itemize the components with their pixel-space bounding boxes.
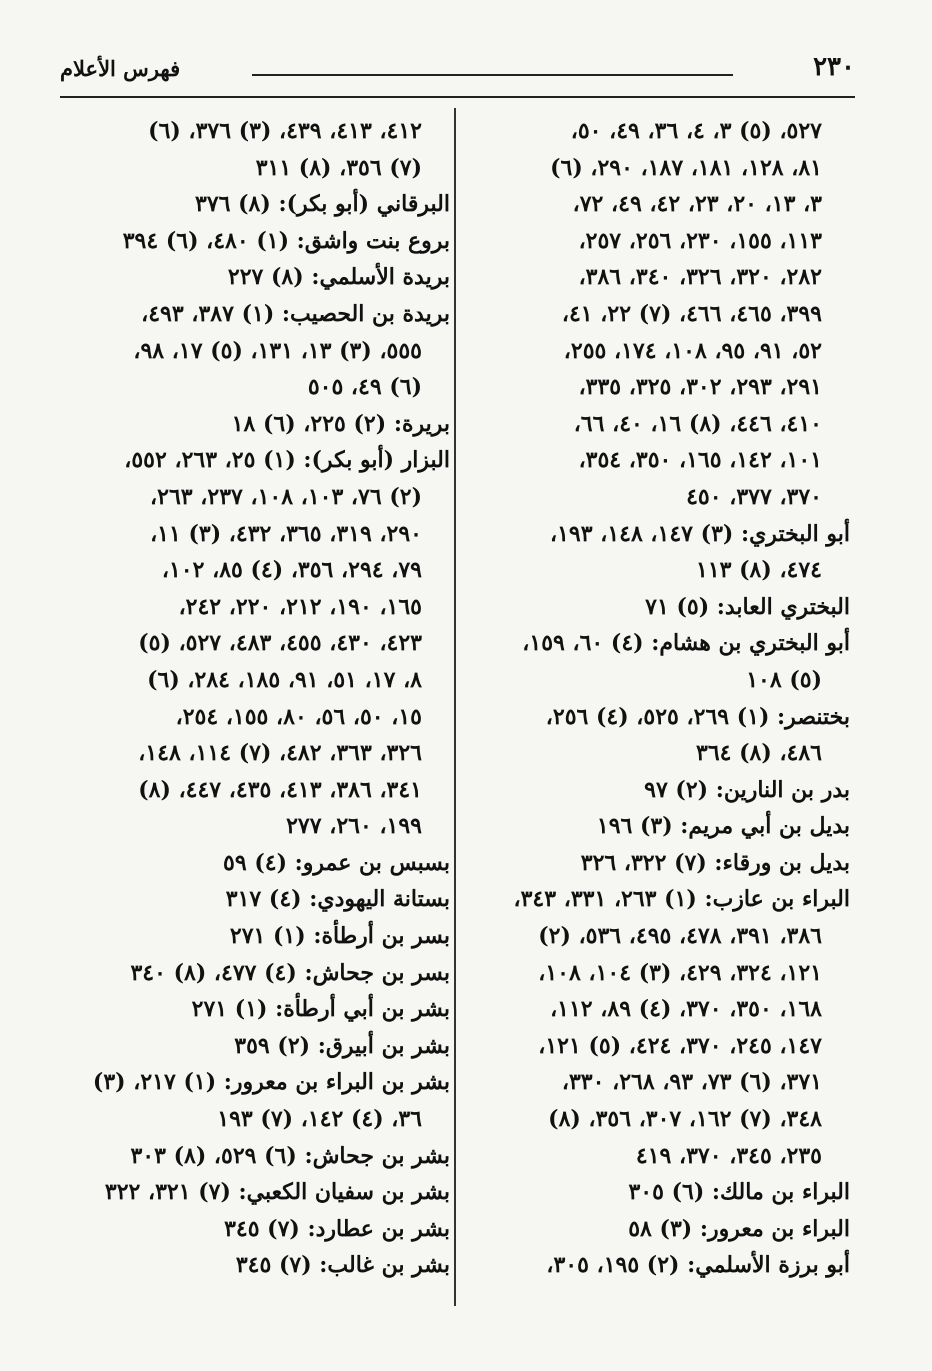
index-entry: بشر بن عطارد: (٧) ٣٤٥ <box>224 1215 450 1242</box>
index-entry-continuation: (٧) ٣٥٦، (٨) ٣١١ <box>255 154 422 181</box>
index-entry: البراء بن عازب: (١) ٢٦٣، ٣٣١، ٣٤٣، <box>513 886 850 913</box>
index-entry-continuation: ١٦٥، ١٩٠، ٢١٢، ٢٢٠، ٢٤٢، <box>178 593 422 620</box>
index-entry-continuation: ٣٦، (٤) ١٤٢، (٧) ١٩٣ <box>217 1106 422 1133</box>
page-number: ٢٣٠ <box>813 52 855 82</box>
index-entry-continuation: ١٩٩، ٢٦٠، ٢٧٧ <box>286 813 422 840</box>
index-entry: أبو البختري بن هشام: (٤) ٦٠، ١٥٩، <box>522 630 850 657</box>
index-entry-continuation: ٨١، ١٢٨، ١٨١، ١٨٧، ٢٩٠، (٦) <box>550 154 822 181</box>
index-entry-continuation: ٥٢، ٩١، ٩٥، ١٠٨، ١٧٤، ٢٥٥، <box>563 337 822 364</box>
index-entry: بشر بن البراء بن معرور: (١) ٢١٧، (٣) <box>92 1069 450 1096</box>
index-entry: بريرة: (٢) ٢٢٥، (٦) ١٨ <box>231 410 450 437</box>
index-entry-continuation: ١٦٨، ٣٥٠، ٣٧٠، (٤) ٨٩، ١١٢، <box>550 996 822 1023</box>
index-entry-continuation: ٣٨٦، ٣٩١، ٤٧٨، ٤٩٥، ٥٣٦، (٢) <box>538 923 822 950</box>
index-entry: البراء بن مالك: (٦) ٣٠٥ <box>628 1179 850 1206</box>
index-entry-continuation: ٣٢٦، ٣٦٣، ٤٨٢، (٧) ١١٤، ١٤٨، <box>138 740 422 767</box>
index-entry: بشر بن غالب: (٧) ٣٤٥ <box>235 1252 450 1279</box>
index-entry: بريدة الأسلمي: (٨) ٢٢٧ <box>227 264 450 291</box>
index-entry: بختنصر: (١) ٢٦٩، ٥٢٥، (٤) ٢٥٦، <box>545 703 850 730</box>
index-entry: بديل بن أبي مريم: (٣) ١٩٦ <box>596 813 850 840</box>
index-entry-continuation: ١١٣، ١٥٥، ٢٣٠، ٢٥٦، ٢٥٧، <box>578 227 822 254</box>
index-entry: البرقاني (أبو بكر): (٨) ٣٧٦ <box>195 191 450 218</box>
index-entry-continuation: ٣٧١، (٦) ٧٣، ٩٣، ٢٦٨، ٣٣٠، <box>561 1069 822 1096</box>
index-entry-continuation: ٣٤٨، (٧) ١٦٢، ٣٠٧، ٣٥٦، (٨) <box>548 1106 822 1133</box>
running-title: فهرس الأعلام <box>60 56 181 81</box>
index-entry: بديل بن ورقاء: (٧) ٣٢٢، ٣٢٦ <box>580 849 850 876</box>
column-divider <box>454 108 456 1306</box>
index-entry: البختري العابد: (٥) ٧١ <box>645 593 850 620</box>
index-entry-continuation: ٤١٢، ٤١٣، ٤٣٩، (٣) ٣٧٦، (٦) <box>148 118 422 144</box>
index-entry-continuation: ٣٤١، ٣٨٦، ٤١٣، ٤٣٥، ٤٤٧، (٨) <box>138 776 422 803</box>
header-rule <box>252 74 733 76</box>
page-header <box>60 52 855 98</box>
index-entry-continuation: ٤١٠، ٤٤٦، (٨) ١٦، ٤٠، ٦٦، <box>573 410 822 437</box>
index-entry-continuation: ١٥، ٥٠، ٥٦، ٨٠، ١٥٥، ٢٥٤، <box>175 703 422 730</box>
index-entry: البزار (أبو بكر): (١) ٢٥، ٢٦٣، ٥٥٢، <box>124 447 450 474</box>
index-entry-continuation: (٢) ٧٦، ١٠٣، ١٠٨، ٢٣٧، ٢٦٣، <box>150 483 422 510</box>
index-entry-continuation: ٥٥٥، (٣) ١٣، ١٣١، (٥) ١٧، ٩٨، <box>133 337 422 364</box>
index-entry-continuation: (٥) ١٠٨ <box>746 666 822 693</box>
index-entry-continuation: ٤٢٣، ٤٣٠، ٤٥٥، ٤٨٣، ٥٢٧، (٥) <box>138 630 422 657</box>
right-column <box>490 113 850 1284</box>
index-entry: أبو البختري: (٣) ١٤٧، ١٤٨، ١٩٣، <box>549 520 850 547</box>
index-entry: بريدة بن الحصيب: (١) ٣٨٧، ٤٩٣، <box>141 300 450 327</box>
index-entry-continuation: ١٠١، ١٤٢، ١٦٥، ٣٥٠، ٣٥٤، <box>578 447 822 474</box>
index-entry: بدر بن النارين: (٢) ٩٧ <box>644 776 850 803</box>
index-entry: البراء بن معرور: (٣) ٥٨ <box>628 1215 850 1242</box>
index-entry: بشر بن جحاش: (٦) ٥٢٩، (٨) ٣٠٣ <box>130 1142 450 1169</box>
header-underline <box>60 96 855 98</box>
index-entry-continuation: ٥٢٧، (٥) ٣، ٤، ٣٦، ٤٩، ٥٠، <box>570 118 822 144</box>
index-entry: بستانة اليهودي: (٤) ٣١٧ <box>225 886 450 913</box>
index-entry: بشر بن سفيان الكعبي: (٧) ٣٢١، ٣٢٢ <box>104 1179 450 1206</box>
index-entry-continuation: ٨، ١٧، ٥١، ٩١، ١٨٥، ٢٨٤، (٦) <box>147 666 422 693</box>
index-entry: بشر بن أبي أرطأة: (١) ٢٧١ <box>191 996 450 1023</box>
index-entry-continuation: (٦) ٤٩، ٥٠٥ <box>307 374 422 401</box>
index-entry-continuation: ٧٩، ٢٩٤، ٣٥٦، (٤) ٨٥، ١٠٢، <box>161 557 422 584</box>
index-entry-continuation: ٢٨٢، ٣٢٠، ٣٢٦، ٣٤٠، ٣٨٦، <box>578 264 822 291</box>
index-entry: أبو برزة الأسلمي: (٢) ١٩٥، ٣٠٥، <box>546 1252 850 1279</box>
index-entry-continuation: ٣٧٠، ٣٧٧، ٤٥٠ <box>686 483 822 510</box>
index-entry-continuation: ١٢١، ٣٢٤، ٤٢٩، (٣) ١٠٤، ١٠٨، <box>538 959 822 986</box>
index-entry-continuation: ٢٩٠، ٣١٩، ٣٦٥، ٤٣٢، (٣) ١١، <box>150 520 422 547</box>
index-entry-continuation: ١٤٧، ٢٤٥، ٣٧٠، ٤٢٤، (٥) ١٢١، <box>538 1032 822 1059</box>
index-entry-continuation: ٣٩٩، ٤٦٥، ٤٦٦، (٧) ٢٢، ٤١، <box>561 300 822 327</box>
index-entry-continuation: ٤٨٦، (٨) ٣٦٤ <box>696 740 822 767</box>
index-entry-continuation: ٢٩١، ٢٩٣، ٣٠٢، ٣٢٥، ٣٣٥، <box>578 374 822 401</box>
index-entry: بسبس بن عمرو: (٤) ٥٩ <box>223 849 450 876</box>
index-entry-continuation: ٤٧٤، (٨) ١١٣ <box>696 557 822 584</box>
left-column <box>88 113 450 1284</box>
index-entry: بروع بنت واشق: (١) ٤٨٠، (٦) ٣٩٤ <box>122 227 450 254</box>
index-entry: بسر بن جحاش: (٤) ٤٧٧، (٨) ٣٤٠ <box>130 959 450 986</box>
index-entry: بسر بن أرطأة: (١) ٢٧١ <box>229 923 450 950</box>
index-entry: بشر بن أبيرق: (٢) ٣٥٩ <box>234 1032 450 1059</box>
index-entry-continuation: ٣، ١٣، ٢٠، ٢٣، ٤٢، ٤٩، ٧٢، <box>572 191 822 218</box>
index-entry-continuation: ٢٣٥، ٣٤٥، ٣٧٠، ٤١٩ <box>635 1142 822 1169</box>
